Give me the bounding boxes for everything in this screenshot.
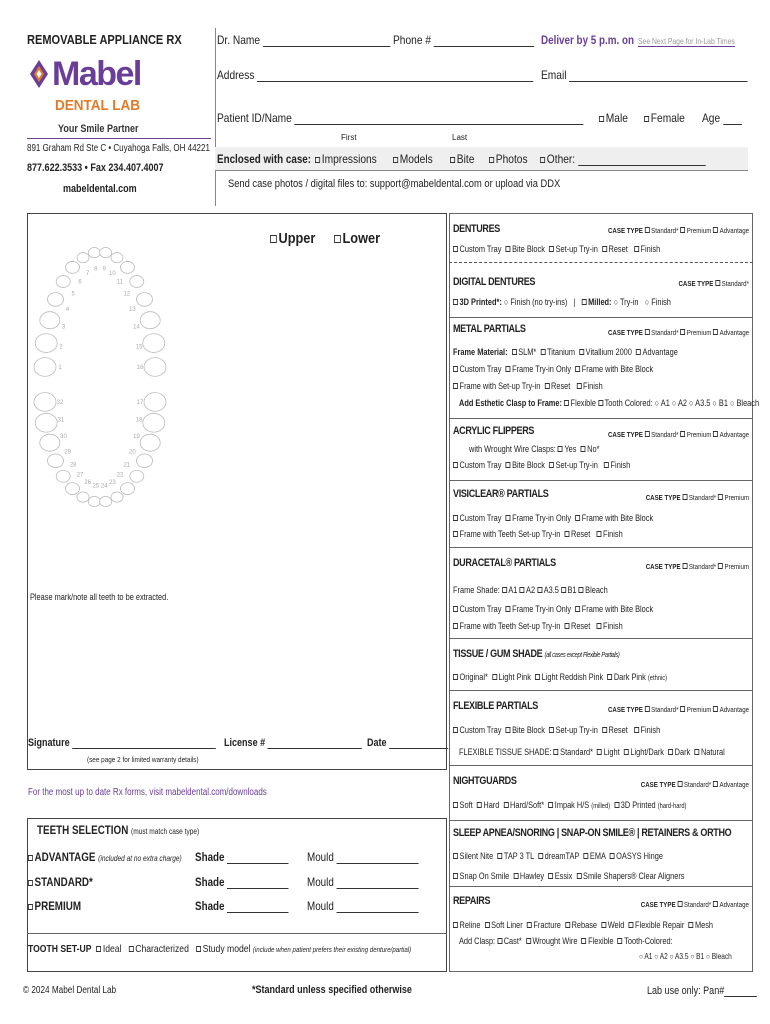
- tooth-17[interactable]: [144, 393, 166, 412]
- tooth-number-23: 23: [109, 479, 116, 486]
- duracetal-title: DURACETAL® PARTIALS: [453, 557, 556, 569]
- acrylic-title: ACRYLIC FLIPPERS: [453, 425, 535, 437]
- tooth-5[interactable]: [56, 276, 70, 288]
- lab-tagline: Your Smile Partner: [58, 123, 139, 135]
- teeth-option-2[interactable]: PREMIUM: [28, 899, 81, 913]
- enclosed-bite[interactable]: Bite: [450, 152, 474, 166]
- license-field[interactable]: License #: [224, 737, 362, 749]
- dr-name-label: Dr. Name: [217, 33, 261, 47]
- patient-label: Patient ID/Name: [217, 111, 292, 125]
- tooth-18[interactable]: [143, 413, 165, 432]
- tooth-1[interactable]: [34, 358, 56, 377]
- address-label: Address: [217, 68, 255, 82]
- tooth-31[interactable]: [35, 413, 57, 432]
- tooth-30[interactable]: [40, 434, 60, 451]
- visiclear-title: VISICLEAR® PARTIALS: [453, 488, 549, 500]
- teeth-selection-title: TEETH SELECTION (must match case type): [37, 823, 200, 837]
- enclosed-label: Enclosed with case:: [217, 152, 312, 166]
- dentures-options[interactable]: Custom Tray Bite Block Set-up Try-in Reset Finish: [453, 244, 660, 254]
- female-checkbox[interactable]: Female: [644, 111, 685, 125]
- tooth-number-27: 27: [76, 472, 84, 479]
- tooth-10[interactable]: [111, 253, 123, 263]
- flexible-options[interactable]: Custom Tray Bite Block Set-up Try-in Reset Finish: [453, 725, 660, 735]
- tooth-9[interactable]: [100, 248, 112, 258]
- tooth-chart[interactable]: [30, 232, 170, 522]
- setup-ideal[interactable]: Ideal: [96, 943, 121, 955]
- tooth-number-30: 30: [60, 434, 67, 441]
- email-label: Email: [541, 68, 567, 82]
- tooth-number-8: 8: [94, 266, 98, 273]
- tooth-3[interactable]: [40, 312, 60, 329]
- deliver-label: Deliver by 5 p.m. on: [541, 33, 634, 47]
- flexible-section: [449, 691, 753, 766]
- tooth-26[interactable]: [77, 492, 89, 502]
- phone-field[interactable]: [393, 33, 534, 47]
- tooth-27[interactable]: [66, 483, 80, 495]
- tooth-14[interactable]: [140, 312, 160, 329]
- tooth-number-18: 18: [135, 417, 143, 424]
- tooth-setup-row: TOOTH SET-UP Ideal Characterized Study model (include when patient prefers their existing denture/partial): [28, 943, 412, 955]
- metal-frame-material[interactable]: Frame Material: SLM* Titanium Vitallium 2000 Advantage: [453, 347, 678, 357]
- tooth-number-7: 7: [85, 270, 90, 277]
- tooth-number-14: 14: [133, 324, 140, 331]
- enclosed-other[interactable]: Other:: [540, 152, 705, 166]
- dentures-section: [449, 220, 753, 263]
- dentures-case-type[interactable]: CASE TYPE Standard* Premium Advantage: [607, 226, 749, 235]
- email-field[interactable]: [541, 68, 748, 82]
- signature-field[interactable]: Signature: [28, 737, 216, 749]
- shade-field-2[interactable]: Shade: [195, 899, 289, 913]
- tooth-number-26: 26: [84, 479, 91, 486]
- upper-checkbox[interactable]: Upper: [270, 230, 315, 247]
- tooth-number-3: 3: [61, 324, 66, 331]
- tissue-options[interactable]: Original* Light Pink Light Reddish Pink Dark Pink (ethnic): [453, 672, 667, 682]
- tooth-32[interactable]: [34, 393, 56, 412]
- mabel-logo-icon: [28, 58, 50, 92]
- tooth-22[interactable]: [121, 483, 135, 495]
- tooth-number-16: 16: [136, 365, 144, 371]
- tooth-19[interactable]: [140, 434, 160, 451]
- digital-case-type[interactable]: CASE TYPE Standard*: [678, 279, 749, 288]
- metal-partials-section: [449, 318, 760, 419]
- tooth-number-13: 13: [129, 306, 136, 313]
- tooth-number-29: 29: [64, 449, 71, 456]
- first-label: First: [341, 133, 357, 142]
- metal-clasp[interactable]: Add Esthetic Clasp to Frame: Flexible Tooth Colored: ○ A1 ○ A2 ○ A3.5 ○ B1 ○ Bleach: [459, 398, 760, 408]
- duracetal-section: [449, 548, 753, 639]
- digital-dentures-section: [449, 273, 753, 318]
- tooth-6[interactable]: [66, 261, 80, 273]
- sleep-options-1[interactable]: Silent Nite TAP 3 TL dreamTAP EMA OASYS Hinge: [453, 851, 663, 861]
- flexible-case-type[interactable]: CASE TYPE Standard* Premium Advantage: [607, 705, 749, 714]
- repairs-title: REPAIRS: [453, 895, 491, 907]
- tooth-4[interactable]: [48, 293, 64, 307]
- last-label: Last: [452, 133, 468, 142]
- tooth-number-24: 24: [100, 483, 108, 490]
- male-checkbox[interactable]: Male: [599, 111, 628, 125]
- metal-case-type[interactable]: CASE TYPE Standard* Premium Advantage: [607, 328, 749, 337]
- see-next-page-link[interactable]: See Next Page for In-Lab Times: [638, 37, 735, 46]
- tooth-number-5: 5: [71, 291, 75, 298]
- nightguards-options[interactable]: Soft Hard Hard/Soft* Impak H/S (milled) 3D Printed (hard-hard): [453, 800, 686, 810]
- tooth-number-12: 12: [123, 291, 131, 298]
- lower-checkbox[interactable]: Lower: [334, 230, 380, 247]
- lab-website: mabeldental.com: [63, 183, 137, 195]
- lab-use-field[interactable]: Lab use only: Pan#: [647, 985, 757, 997]
- visiclear-options-2[interactable]: Frame with Teeth Set-up Try-in Reset Finish: [453, 529, 623, 539]
- tooth-number-32: 32: [56, 400, 64, 406]
- tooth-number-31: 31: [57, 417, 65, 424]
- nightguards-case-type[interactable]: CASE TYPE Standard* Advantage: [640, 780, 749, 789]
- tooth-number-9: 9: [102, 266, 106, 273]
- tooth-11[interactable]: [121, 261, 135, 273]
- age-field[interactable]: Age: [702, 111, 742, 125]
- tooth-23[interactable]: [111, 492, 123, 502]
- visiclear-options-1[interactable]: Custom Tray Frame Try-in Only Frame with Bite Block: [453, 513, 653, 523]
- tooth-setup-label: TOOTH SET-UP: [28, 943, 92, 955]
- tooth-20[interactable]: [137, 454, 153, 468]
- acrylic-flippers-section: [449, 419, 753, 481]
- digital-title: DIGITAL DENTURES: [453, 276, 536, 288]
- patient-name-field[interactable]: [217, 111, 584, 125]
- send-photos-note: Send case photos / digital files to: support@mabeldental.com or upload via DDX: [228, 178, 561, 190]
- sleep-apnea-section: [449, 821, 753, 887]
- form-title: REMOVABLE APPLIANCE RX: [27, 32, 182, 47]
- teeth-option-1[interactable]: STANDARD*: [28, 875, 93, 889]
- address-field[interactable]: [217, 68, 534, 82]
- tooth-28[interactable]: [56, 470, 70, 482]
- logo-name: Mabel: [52, 55, 141, 93]
- tooth-number-28: 28: [69, 462, 77, 469]
- visiclear-case-type[interactable]: CASE TYPE Standard* Premium: [645, 493, 749, 502]
- tooth-number-17: 17: [136, 400, 144, 406]
- teeth-option-0[interactable]: ADVANTAGE (included at no extra charge): [28, 850, 182, 864]
- acrylic-case-type[interactable]: CASE TYPE Standard* Premium Advantage: [607, 430, 749, 439]
- duracetal-case-type[interactable]: CASE TYPE Standard* Premium: [645, 562, 749, 571]
- tooth-15[interactable]: [143, 334, 165, 353]
- setup-characterized[interactable]: Characterized: [129, 943, 189, 955]
- extract-note: Please mark/note all teeth to be extracted.: [30, 592, 169, 602]
- sleep-title: SLEEP APNEA/SNORING | SNAP-ON SMILE® | RETAINERS & ORTHO: [453, 827, 732, 839]
- dentures-title: DENTURES: [453, 223, 500, 235]
- forms-link[interactable]: For the most up to date Rx forms, visit mabeldental.com/downloads: [28, 787, 267, 798]
- tooth-number-22: 22: [116, 472, 124, 479]
- enclosed-models[interactable]: Models: [393, 152, 433, 166]
- setup-study-model[interactable]: Study model: [196, 943, 250, 955]
- duracetal-options-1[interactable]: Custom Tray Frame Try-in Only Frame with Bite Block: [453, 604, 653, 614]
- repairs-options[interactable]: Reline Soft Liner Fracture Rebase Weld Flexible Repair Mesh: [453, 920, 713, 930]
- date-field[interactable]: Date: [367, 737, 448, 749]
- acrylic-wire[interactable]: with Wrought Wire Clasps: Yes No*: [469, 444, 600, 454]
- enclosed-photos[interactable]: Photos: [489, 152, 528, 166]
- tooth-number-20: 20: [129, 449, 136, 456]
- flexible-tissue-shade[interactable]: FLEXIBLE TISSUE SHADE: Standard* Light Light/Dark Dark Natural: [459, 747, 725, 757]
- tooth-number-19: 19: [133, 434, 140, 441]
- repairs-shades[interactable]: ○ A1 ○ A2 ○ A3.5 ○ B1 ○ Bleach: [639, 952, 732, 961]
- duracetal-options-2[interactable]: Frame with Teeth Set-up Try-in Reset Finish: [453, 621, 623, 631]
- tooth-13[interactable]: [137, 293, 153, 307]
- standard-note: *Standard unless specified otherwise: [252, 984, 412, 996]
- metal-options-2[interactable]: Frame with Set-up Try-in Reset Finish: [453, 381, 603, 391]
- mould-field-0[interactable]: Mould: [307, 850, 419, 864]
- tooth-number-21: 21: [123, 462, 131, 469]
- tooth-16[interactable]: [144, 358, 166, 377]
- mould-field-1[interactable]: Mould: [307, 875, 419, 889]
- warranty-note: (see page 2 for limited warranty details): [87, 755, 199, 764]
- shade-field-1[interactable]: Shade: [195, 875, 289, 889]
- sleep-options-2[interactable]: Snap On Smile Hawley Essix Smile Shapers® Clear Aligners: [453, 871, 684, 881]
- tooth-number-10: 10: [109, 270, 116, 277]
- tooth-24[interactable]: [100, 496, 112, 506]
- tooth-21[interactable]: [130, 470, 144, 482]
- tooth-25[interactable]: [88, 496, 100, 506]
- phone-label: Phone #: [393, 33, 432, 47]
- logo-sub: DENTAL LAB: [55, 97, 141, 114]
- dr-name-field[interactable]: [217, 33, 390, 47]
- visiclear-section: [449, 481, 753, 548]
- shade-field-0[interactable]: Shade: [195, 850, 289, 864]
- mould-field-2[interactable]: Mould: [307, 899, 419, 913]
- lab-phone-fax: 877.622.3533 • Fax 234.407.4007: [27, 162, 164, 174]
- tooth-12[interactable]: [130, 276, 144, 288]
- repairs-section: [449, 887, 753, 972]
- lab-address: 891 Graham Rd Ste C • Cuyahoga Falls, OH 44221: [27, 143, 210, 154]
- tooth-number-2: 2: [59, 344, 63, 351]
- tooth-number-4: 4: [65, 306, 70, 313]
- tooth-7[interactable]: [77, 253, 89, 263]
- enclosed-impressions[interactable]: Impressions: [315, 152, 377, 166]
- tooth-number-6: 6: [78, 279, 82, 286]
- flexible-title: FLEXIBLE PARTIALS: [453, 700, 538, 712]
- metal-options-1[interactable]: Custom Tray Frame Try-in Only Frame with Bite Block: [453, 364, 653, 374]
- tooth-2[interactable]: [35, 334, 57, 353]
- repairs-clasp[interactable]: Add Clasp: Cast* Wrought Wire Flexible Tooth-Colored:: [459, 936, 673, 946]
- copyright: © 2024 Mabel Dental Lab: [23, 985, 117, 996]
- tooth-number-1: 1: [58, 365, 62, 371]
- tissue-section: [449, 639, 753, 691]
- nightguards-title: NIGHTGUARDS: [453, 775, 517, 787]
- tooth-number-15: 15: [135, 344, 143, 351]
- metal-title: METAL PARTIALS: [453, 323, 526, 335]
- tissue-title: TISSUE / GUM SHADE (all cases except Flexible Partials): [453, 648, 620, 660]
- duracetal-frame-shade[interactable]: Frame Shade: A1 A2 A3.5 B1 Bleach: [453, 585, 608, 595]
- acrylic-options[interactable]: Custom Tray Bite Block Set-up Try-in Finish: [453, 460, 630, 470]
- tooth-number-11: 11: [116, 279, 124, 286]
- nightguards-section: [449, 766, 753, 821]
- tooth-number-25: 25: [92, 483, 100, 490]
- digital-options[interactable]: 3D Printed*: ○ Finish (no try-ins) | Milled: ○ Try-in ○ Finish: [453, 297, 671, 307]
- repairs-case-type[interactable]: CASE TYPE Standard* Advantage: [640, 900, 749, 909]
- tooth-29[interactable]: [48, 454, 64, 468]
- tooth-8[interactable]: [88, 248, 100, 258]
